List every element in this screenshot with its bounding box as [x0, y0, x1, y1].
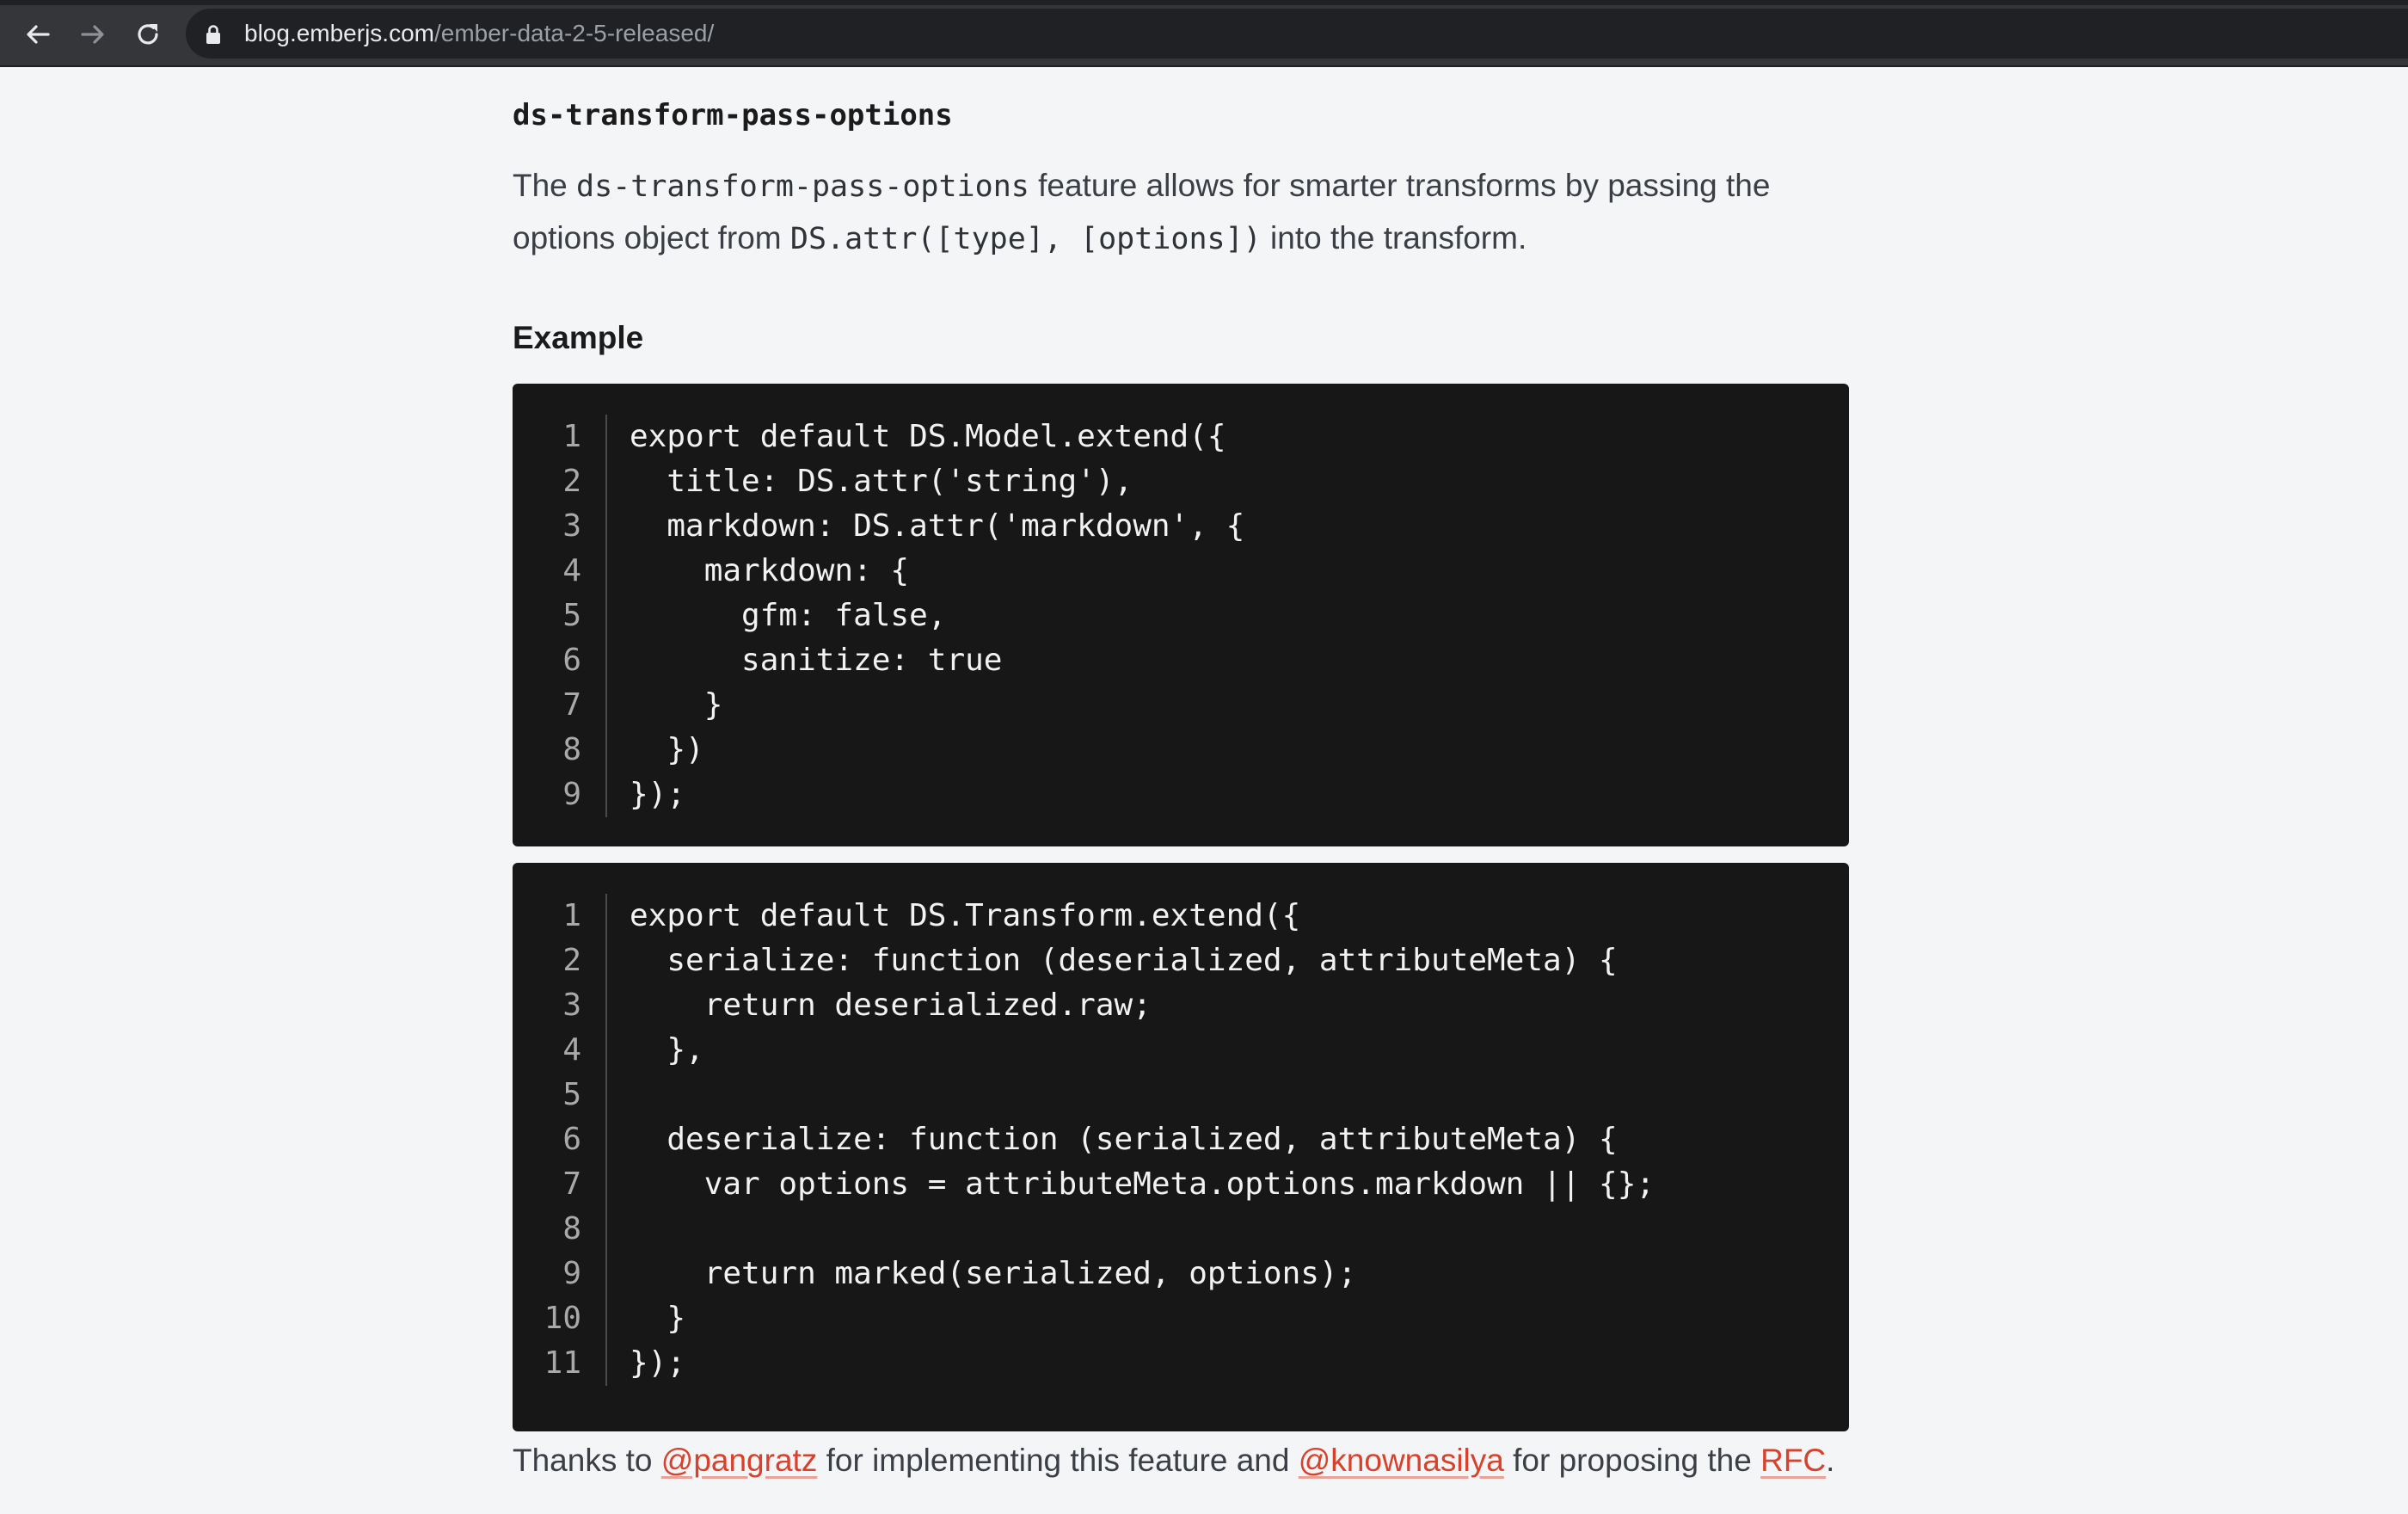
address-bar[interactable] [186, 9, 2408, 58]
browser-toolbar [0, 0, 2408, 67]
line-number: 5 [562, 1077, 581, 1112]
code-line: }); [630, 1345, 686, 1381]
reload-icon [134, 21, 162, 48]
url-host: blog.emberjs.com [244, 20, 434, 46]
inline-code: DS.attr([type], [options]) [789, 222, 1262, 256]
code-line: return marked(serialized, options); [630, 1256, 1357, 1291]
feature-title: ds-transform-pass-options [513, 98, 953, 132]
description-text: feature allows for smarter transforms by passing the options object from [513, 168, 1771, 255]
description-text: into the transform. [1261, 220, 1527, 255]
knownasilya-link[interactable]: @knownasilya [1298, 1443, 1504, 1478]
line-numbers [513, 894, 607, 1386]
code-line: }) [630, 732, 704, 767]
code-line: } [630, 1301, 686, 1336]
line-number: 3 [562, 988, 581, 1023]
code-line [630, 1207, 1655, 1252]
code-line: }); [630, 777, 686, 812]
line-number: 9 [562, 777, 581, 812]
thanks-text: Thanks to [513, 1443, 661, 1478]
line-number: 7 [562, 687, 581, 723]
tab-strip-edge [0, 0, 2408, 5]
code-line: title: DS.attr('string'), [630, 464, 1133, 499]
code-line: export default DS.Transform.extend({ [630, 898, 1301, 933]
back-button[interactable] [17, 14, 58, 55]
line-number: 8 [562, 1211, 581, 1246]
code-line: sanitize: true [630, 643, 1003, 678]
code-line: gfm: false, [630, 598, 947, 633]
rfc-link[interactable]: RFC [1760, 1443, 1827, 1478]
url-text[interactable] [244, 19, 714, 48]
arrow-left-icon [24, 21, 52, 48]
feature-description [513, 160, 1849, 265]
code-line: } [630, 687, 723, 723]
line-number: 2 [562, 943, 581, 978]
code-line: markdown: { [630, 553, 910, 588]
line-number: 4 [562, 1032, 581, 1068]
lock-icon [205, 24, 222, 45]
line-number: 1 [562, 898, 581, 933]
acknowledgements [513, 1435, 1834, 1486]
example-heading: Example [513, 320, 644, 355]
url-path: /ember-data-2-5-released/ [433, 20, 715, 46]
code-line [630, 1073, 1655, 1117]
line-number: 6 [562, 1122, 581, 1157]
line-number: 10 [544, 1301, 581, 1336]
code-block-transform [513, 863, 1849, 1431]
description-text: The [513, 168, 577, 203]
code-line: var options = attributeMeta.options.markdown || {}; [630, 1166, 1656, 1202]
thanks-text: . [1826, 1443, 1835, 1478]
code-line: deserialize: function (serialized, attributeMeta) { [630, 1122, 1618, 1157]
code-block-model [513, 384, 1849, 846]
thanks-text: for proposing the [1503, 1443, 1761, 1478]
forward-button[interactable] [72, 14, 114, 55]
line-number: 1 [562, 419, 581, 454]
line-number: 11 [544, 1345, 581, 1381]
code-line: }, [630, 1032, 704, 1068]
code-line: markdown: DS.attr('markdown', { [630, 508, 1245, 544]
line-number: 7 [562, 1166, 581, 1202]
line-number: 6 [562, 643, 581, 678]
line-number: 3 [562, 508, 581, 544]
code-line: return deserialized.raw; [630, 988, 1152, 1023]
line-number: 5 [562, 598, 581, 633]
thanks-text: for implementing this feature and [817, 1443, 1299, 1478]
inline-code: ds-transform-pass-options [576, 169, 1029, 204]
code-line: export default DS.Model.extend({ [630, 419, 1226, 454]
code-lines [607, 415, 1244, 817]
reload-button[interactable] [127, 14, 169, 55]
line-numbers [513, 415, 607, 817]
pangratz-link[interactable]: @pangratz [660, 1443, 818, 1478]
code-lines [607, 894, 1655, 1386]
code-line: serialize: function (deserialized, attributeMeta) { [630, 943, 1618, 978]
arrow-right-icon [79, 21, 107, 48]
line-number: 9 [562, 1256, 581, 1291]
line-number: 4 [562, 553, 581, 588]
line-number: 8 [562, 732, 581, 767]
line-number: 2 [562, 464, 581, 499]
